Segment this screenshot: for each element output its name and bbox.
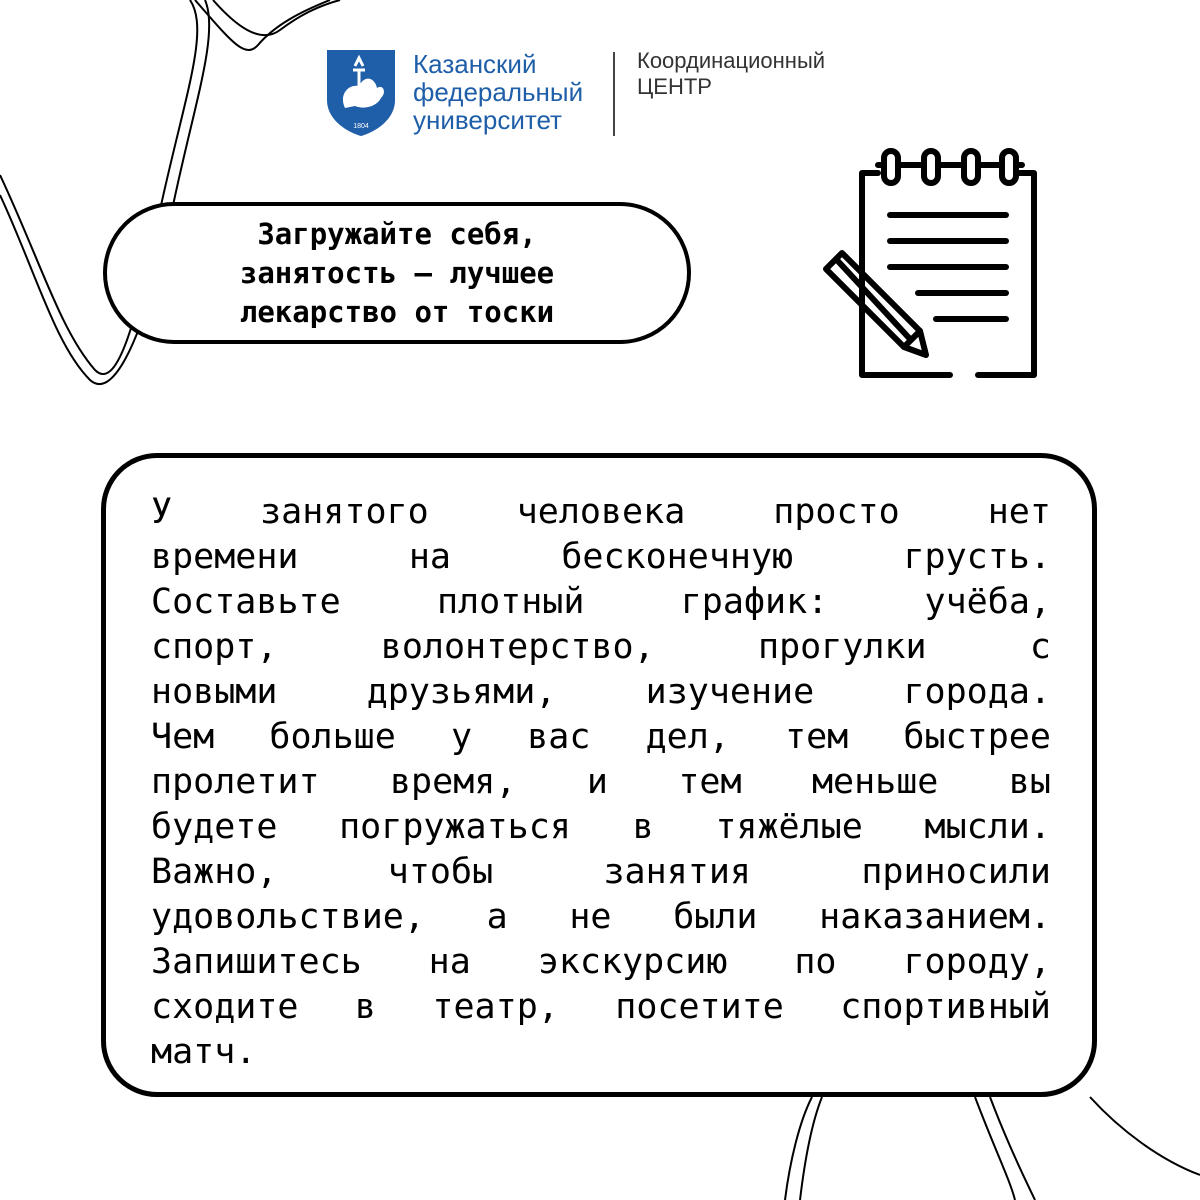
body-word: городу, [903, 942, 1051, 982]
body-word: экскурсию [537, 942, 728, 982]
body-word: изучение [645, 672, 815, 712]
body-word: тяжёлые [715, 807, 863, 847]
body-word: дел, [645, 717, 730, 757]
body-word: по [794, 942, 837, 982]
body-word: время, [389, 762, 517, 802]
body-word: на [428, 942, 471, 982]
body-word: удовольствие, [151, 897, 425, 937]
body-line [151, 580, 1051, 625]
tip-body-text [151, 490, 1051, 1075]
body-line [151, 985, 1051, 1030]
body-word: погружаться [339, 807, 571, 847]
body-word: бесконечную [561, 537, 794, 577]
body-word: посетите [615, 987, 784, 1027]
heading-text [240, 215, 554, 332]
body-word: приносили [861, 852, 1051, 892]
body-line [151, 760, 1051, 805]
university-name [413, 50, 583, 134]
body-word: а [486, 897, 508, 937]
notepad-pencil-icon [818, 143, 1048, 383]
body-word: сходите [151, 987, 299, 1027]
body-word: друзьями, [366, 672, 557, 712]
body-word: с [1029, 627, 1051, 667]
body-line [151, 940, 1051, 985]
body-word: человека [516, 492, 686, 532]
header-logo [325, 48, 885, 138]
body-word: пролетит [151, 762, 320, 802]
body-word: и [586, 762, 608, 802]
body-word: грусть. [903, 537, 1051, 577]
coordination-center-name [637, 48, 825, 100]
heading-pill [103, 202, 691, 344]
body-word: тем [785, 717, 849, 757]
body-word: спортивный [840, 987, 1051, 1027]
body-word: в [632, 807, 654, 847]
body-word: времени [151, 537, 299, 577]
body-line [151, 625, 1051, 670]
body-word: нет [987, 492, 1051, 532]
crest-year: 1804 [353, 123, 369, 130]
body-word: мысли. [924, 807, 1051, 847]
body-word: волонтерство, [380, 627, 655, 667]
tip-card [101, 453, 1097, 1097]
body-word: спорт, [151, 627, 278, 667]
center-name-line: ЦЕНТР [637, 74, 712, 99]
body-line [151, 490, 1051, 535]
body-word: учёба, [924, 582, 1051, 622]
body-word: просто [773, 492, 900, 532]
body-word: занятия [603, 852, 751, 892]
heading-line: занятость – лучшее [239, 255, 555, 290]
body-word: будете [151, 807, 278, 847]
body-word: чтобы [387, 852, 494, 892]
body-word: театр, [432, 987, 559, 1027]
body-word: Чем [151, 717, 215, 757]
body-word: матч. [151, 1032, 257, 1072]
body-word: на [408, 537, 451, 577]
body-word: больше [269, 717, 396, 757]
body-word: быстрее [903, 717, 1051, 757]
body-line [151, 805, 1051, 850]
body-word: вас [527, 717, 591, 757]
body-word: у [450, 717, 473, 757]
logo-divider [613, 52, 615, 136]
body-line [151, 535, 1051, 580]
body-word: Важно, [151, 852, 278, 892]
body-word: плотный [436, 582, 585, 622]
body-word: не [569, 897, 612, 937]
university-name-line: университет [413, 105, 562, 135]
body-word: меньше [811, 762, 939, 802]
body-word: график: [680, 582, 829, 622]
body-word: города. [903, 672, 1051, 712]
university-name-line: федеральный [413, 77, 584, 107]
body-word: новыми [151, 672, 278, 712]
body-word: занятого [260, 492, 429, 532]
body-word: вы [1008, 762, 1051, 802]
university-name-line: Казанский [413, 49, 537, 79]
heading-line: лекарство от тоски [239, 294, 555, 329]
body-line [151, 1030, 1051, 1075]
body-word: Запишитесь [151, 942, 362, 982]
body-word: наказанием. [819, 897, 1051, 937]
body-line [151, 895, 1051, 940]
center-name-line: Координационный [637, 48, 826, 73]
body-line [151, 715, 1051, 760]
kfu-crest-icon [325, 48, 397, 136]
heading-line: Загружайте себя, [257, 216, 537, 251]
body-word: были [673, 897, 758, 937]
body-word: прогулки [758, 627, 927, 667]
body-line [151, 850, 1051, 895]
body-word: тем [678, 762, 742, 802]
body-word: в [354, 987, 376, 1027]
body-word: Составьте [151, 582, 341, 622]
body-line [151, 670, 1051, 715]
body-word: У [151, 492, 173, 532]
